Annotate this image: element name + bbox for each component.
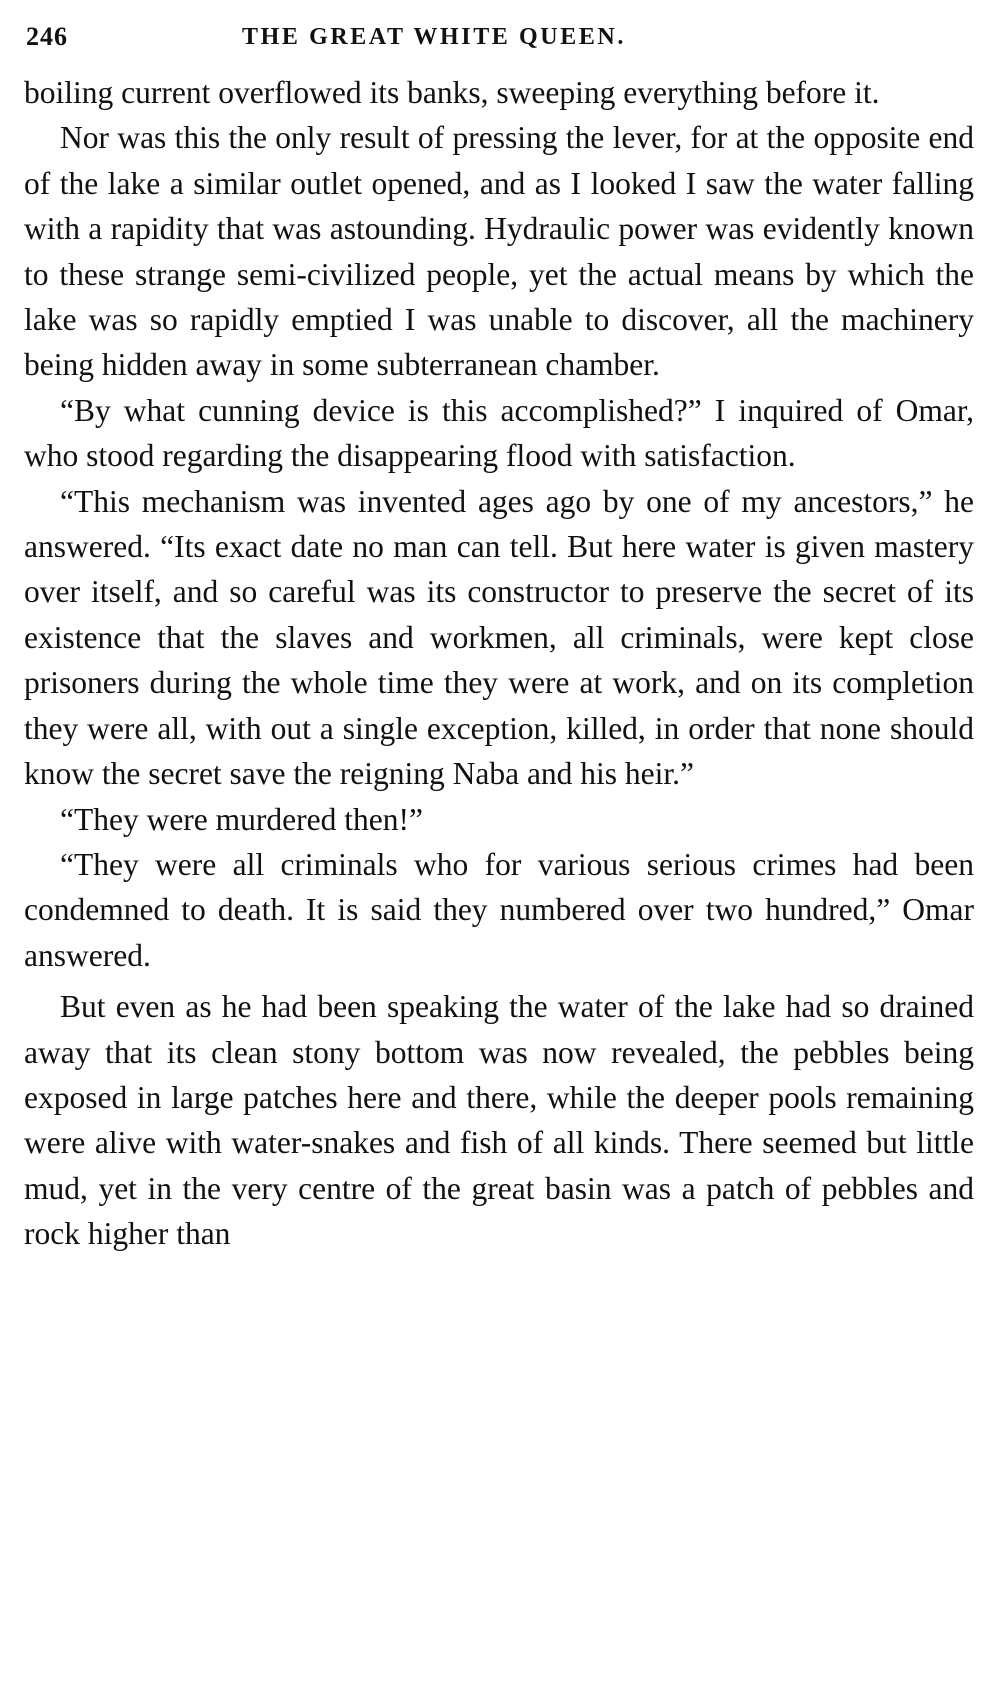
body-text — [24, 70, 974, 1257]
paragraph: Nor was this the only result of pressing the lever, for at the opposite end of the lake a similar outlet opened, and as I looked I saw the water falling with a rapidity that was astounding. Hydraulic power was evidently known to these strange semi-civilized people, yet the actual means by which the lake was so rapidly emptied I was unable to discover, all the machinery being hidden away in some subterranean chamber. — [24, 120, 974, 383]
paragraph: But even as he had been speaking the water of the lake had so drained away that its clean stony bottom was now revealed, the pebbles being exposed in large patches here and there, while the deeper pools remaining were alive with water-snakes and fish of all kinds. There seemed but little mud, yet in the very centre of the great basin was a patch of pebbles and rock higher than — [24, 989, 974, 1252]
book-page — [24, 22, 974, 1257]
running-head — [24, 22, 974, 70]
paragraph: boiling current overflowed its banks, sweeping everything before it. — [24, 75, 880, 110]
paragraph: “They were murdered then!” — [60, 801, 423, 837]
running-title: THE GREAT WHITE QUEEN. — [242, 24, 626, 50]
paragraph: “They were all criminals who for various serious crimes had been condemned to death. It is said they numbered over two hundred,” Omar answered. — [24, 846, 974, 973]
page-number: 246 — [26, 22, 68, 51]
paragraph: “By what cunning device is this accomplished?” I inquired of Omar, who stood regarding the disappearing flood with satisfaction. — [24, 392, 974, 474]
paragraph: “This mechanism was invented ages ago by one of my ancestors,” he answered. “Its exact date no man can tell. But here water is given mastery over itself, and so careful was its constructor to preserve the secret of its existence that the slaves and workmen, all criminals, were kept close prisoners during the whole time they were at work, and on its completion they were all, with out a single exception, killed, in order that none should know the secret save the reigning Naba and his heir.” — [24, 483, 974, 792]
